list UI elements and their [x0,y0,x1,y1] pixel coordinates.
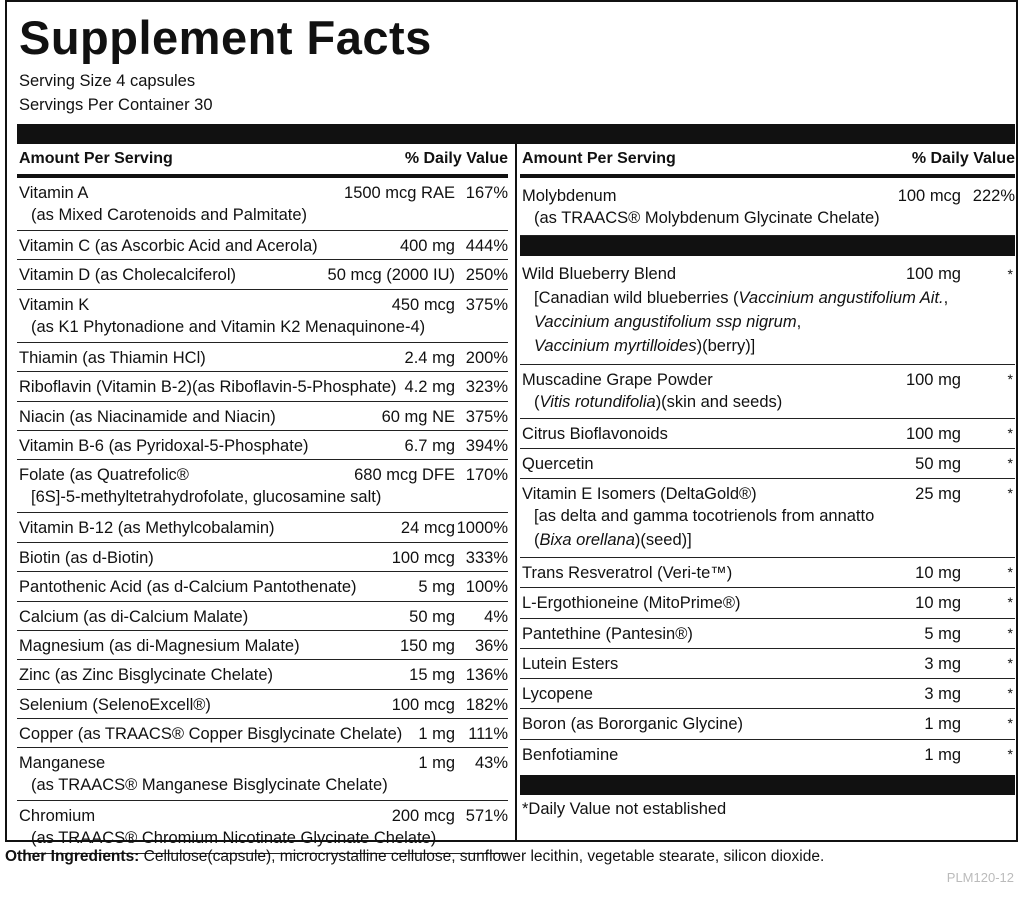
nutrient-dv: 167% [465,184,508,202]
ingredient-amount: 3 mg [924,654,961,673]
nutrient-source: (as TRAACS® Molybdenum Glycinate Chelate) [534,209,880,227]
amount-per-serving-header: Amount Per Serving [522,150,676,167]
ingredient-source: Vaccinium angustifolium ssp nigrum, [534,313,802,331]
nutrient-row [17,719,508,748]
right-column [520,144,1015,840]
supplement-facts-panel [5,0,1018,848]
ingredient-row [520,740,1015,769]
ingredient-name: Citrus Bioflavonoids [522,425,668,443]
nutrient-row [17,402,508,431]
nutrient-name: Magnesium (as di-Magnesium Malate) [19,636,300,655]
nutrient-row [17,748,508,801]
ingredient-dv: * [1007,564,1013,580]
nutrient-amount: 400 mg [399,237,455,255]
left-column [17,144,508,848]
ingredient-amount: 25 mg [915,485,961,503]
nutrient-row [17,660,508,689]
daily-value-header: % Daily Value [404,150,508,167]
nutrient-row [17,178,508,231]
nutrient-name: Biotin (as d-Biotin) [19,548,154,567]
column-divider [515,144,517,840]
ingredient-source: Vaccinium myrtilloides)(berry)] [534,337,756,355]
ingredient-row [520,649,1015,679]
nutrient-amount: 15 mg [409,666,455,685]
ingredient-dv: * [1007,371,1013,387]
ingredient-row-quercetin [520,449,1015,479]
ingredient-row-citrus [520,419,1015,449]
nutrient-dv: 182% [465,695,508,714]
ingredient-dv: * [1007,715,1013,732]
panel-title: Supplement Facts [19,11,432,64]
ingredient-name: L-Ergothioneine (MitoPrime®) [522,594,741,613]
ingredient-name: Pantethine (Pantesin®) [522,624,693,643]
nutrient-name: Molybdenum [522,187,617,205]
column-header [17,144,508,178]
nutrient-row [17,460,508,513]
nutrient-row [17,343,508,372]
nutrient-dv: 444% [465,237,508,255]
ingredient-row-vitamin-e [520,479,1015,558]
nutrient-name: Copper (as TRAACS® Copper Bisglycinate Chelate) [19,725,403,744]
ingredient-name: Boron (as Bororganic Glycine) [522,715,744,734]
ingredient-amount: 1 mg [924,715,961,734]
nutrient-amount: 200 mcg [391,807,455,826]
nutrient-source: (as K1 Phytonadione and Vitamin K2 Menaquinone-4) [31,317,426,336]
nutrient-dv: 43% [474,754,508,773]
nutrient-row [17,231,508,260]
other-ingredients: Other Ingredients: Cellulose(capsule), microcrystalline cellulose, sunflower lecithin, vegetable stearate, silicon dioxide. [5,848,825,865]
nutrient-dv: 170% [465,466,508,485]
ingredient-amount: 100 mg [905,425,961,443]
nutrient-name: Riboflavin (Vitamin B-2)(as Riboflavin-5-Phosphate) [19,378,397,397]
nutrient-amount: 60 mg NE [381,407,455,426]
nutrient-amount: 24 mcg [400,519,455,538]
nutrient-amount: 150 mg [399,636,455,655]
nutrient-dv: 100% [465,578,508,597]
nutrient-amount: 100 mcg [391,695,455,714]
nutrient-name: Vitamin K [19,295,90,314]
ingredient-source: (Vitis rotundifolia)(skin and seeds) [534,393,783,411]
ingredient-source: [as delta and gamma tocotrienols from annatto [534,507,875,525]
section-rule [520,775,1015,795]
ingredient-row-blueberry [520,256,1015,365]
amount-per-serving-header: Amount Per Serving [19,150,173,167]
product-code: PLM120-12 [946,870,1014,885]
nutrient-row [17,372,508,401]
nutrient-row [17,572,508,601]
ingredient-amount: 100 mg [905,265,961,283]
nutrient-source: (as TRAACS® Chromium Nicotinate Glycinate Chelate) [31,829,437,848]
nutrient-amount: 5 mg [418,578,455,597]
ingredient-dv: * [1007,654,1013,671]
ingredient-name: Trans Resveratrol (Veri-te™) [522,564,733,582]
ingredient-amount: 10 mg [915,594,961,613]
ingredient-dv: * [1007,624,1013,641]
nutrient-source: (as TRAACS® Manganese Bisglycinate Chelate) [31,776,388,795]
servings-per-container: Servings Per Container 30 [19,96,213,114]
nutrient-dv: 394% [465,436,508,455]
nutrient-dv: 333% [465,548,508,567]
nutrient-name: Thiamin (as Thiamin HCl) [19,348,206,367]
ingredient-amount: 1 mg [924,745,961,764]
nutrient-row [17,631,508,660]
ingredient-source: [Canadian wild blueberries (Vaccinium angustifolium Ait., [534,289,949,307]
ingredient-amount: 3 mg [924,685,961,704]
nutrient-row [17,431,508,460]
nutrient-amount: 100 mcg [391,548,455,567]
ingredient-dv: * [1007,685,1013,702]
nutrient-name: Pantothenic Acid (as d-Calcium Pantothenate) [19,578,357,597]
nutrient-row [17,801,508,854]
thick-rule [17,124,1015,144]
column-header [520,144,1015,178]
ingredient-row [520,558,1015,588]
section-rule [520,236,1015,256]
nutrient-row [17,690,508,719]
ingredient-amount: 5 mg [924,624,961,643]
ingredient-source: (Bixa orellana)(seed)] [534,531,692,549]
ingredient-row [520,588,1015,618]
nutrient-name: Manganese [19,754,106,773]
nutrient-amount: 4.2 mg [404,378,455,397]
nutrient-source: [6S]-5-methyltetrahydrofolate, glucosamine salt) [31,488,382,507]
nutrient-name: Vitamin B-6 (as Pyridoxal-5-Phosphate) [19,436,309,455]
ingredient-name: Wild Blueberry Blend [522,265,677,283]
nutrient-amount: 1500 mcg RAE [344,184,455,202]
ingredient-amount: 10 mg [915,564,961,582]
nutrient-dv: 1000% [456,519,508,538]
ingredient-row [520,619,1015,649]
ingredient-row [520,679,1015,709]
nutrient-dv: 375% [465,407,508,426]
ingredient-amount: 50 mg [915,455,961,473]
ingredient-name: Lutein Esters [522,654,619,673]
nutrient-name: Vitamin A [19,184,89,202]
nutrient-amount: 6.7 mg [404,436,455,455]
daily-value-header: % Daily Value [911,150,1015,167]
nutrient-amount: 1 mg [418,725,455,744]
nutrient-name: Vitamin D (as Cholecalciferol) [19,266,237,285]
nutrient-dv: 375% [465,295,508,314]
ingredient-name: Muscadine Grape Powder [522,371,713,389]
ingredient-row-grape [520,365,1015,419]
nutrient-dv: 571% [465,807,508,826]
nutrient-name: Vitamin B-12 (as Methylcobalamin) [19,519,275,538]
nutrient-name: Zinc (as Zinc Bisglycinate Chelate) [19,666,274,685]
nutrient-amount: 50 mcg (2000 IU) [327,266,455,285]
nutrient-row [17,602,508,631]
nutrient-dv: 36% [474,636,508,655]
nutrient-dv: 250% [465,266,508,285]
nutrient-row [17,260,508,289]
nutrient-source: (as Mixed Carotenoids and Palmitate) [31,206,308,224]
nutrient-dv: 222% [972,187,1015,205]
nutrient-amount: 680 mcg DFE [354,466,455,485]
ingredient-dv: * [1007,485,1013,501]
nutrient-dv: 323% [465,378,508,397]
ingredient-name: Vitamin E Isomers (DeltaGold®) [522,485,757,503]
nutrient-dv: 111% [468,725,508,744]
nutrient-dv: 4% [484,607,508,626]
ingredient-dv: * [1007,455,1013,471]
nutrient-name: Calcium (as di-Calcium Malate) [19,607,249,626]
nutrient-amount: 50 mg [409,607,455,626]
nutrient-name: Folate (as Quatrefolic® [19,466,189,485]
nutrient-amount: 2.4 mg [404,348,455,367]
ingredient-dv: * [1007,425,1013,441]
nutrient-dv: 200% [465,348,508,367]
ingredient-name: Benfotiamine [522,745,619,764]
nutrient-row-molybdenum [520,178,1015,236]
nutrient-name: Chromium [19,807,96,826]
nutrient-name: Vitamin C (as Ascorbic Acid and Acerola) [19,237,318,255]
nutrient-amount: 450 mcg [391,295,455,314]
nutrient-amount: 1 mg [418,754,455,773]
ingredient-name: Lycopene [522,685,593,704]
nutrient-amount: 100 mcg [897,187,961,205]
ingredient-row [520,709,1015,739]
nutrient-dv: 136% [465,666,508,685]
ingredient-amount: 100 mg [905,371,961,389]
serving-size: Serving Size 4 capsules [19,72,196,90]
nutrient-name: Selenium (SelenoExcell®) [19,695,211,714]
ingredient-dv: * [1007,594,1013,611]
nutrient-row [17,543,508,572]
ingredient-dv: * [1007,745,1013,762]
daily-value-footnote: *Daily Value not established [522,800,727,818]
ingredient-dv: * [1007,266,1013,282]
nutrient-row [17,513,508,542]
nutrient-name: Niacin (as Niacinamide and Niacin) [19,407,276,426]
ingredient-name: Quercetin [522,455,594,473]
nutrient-row [17,290,508,343]
